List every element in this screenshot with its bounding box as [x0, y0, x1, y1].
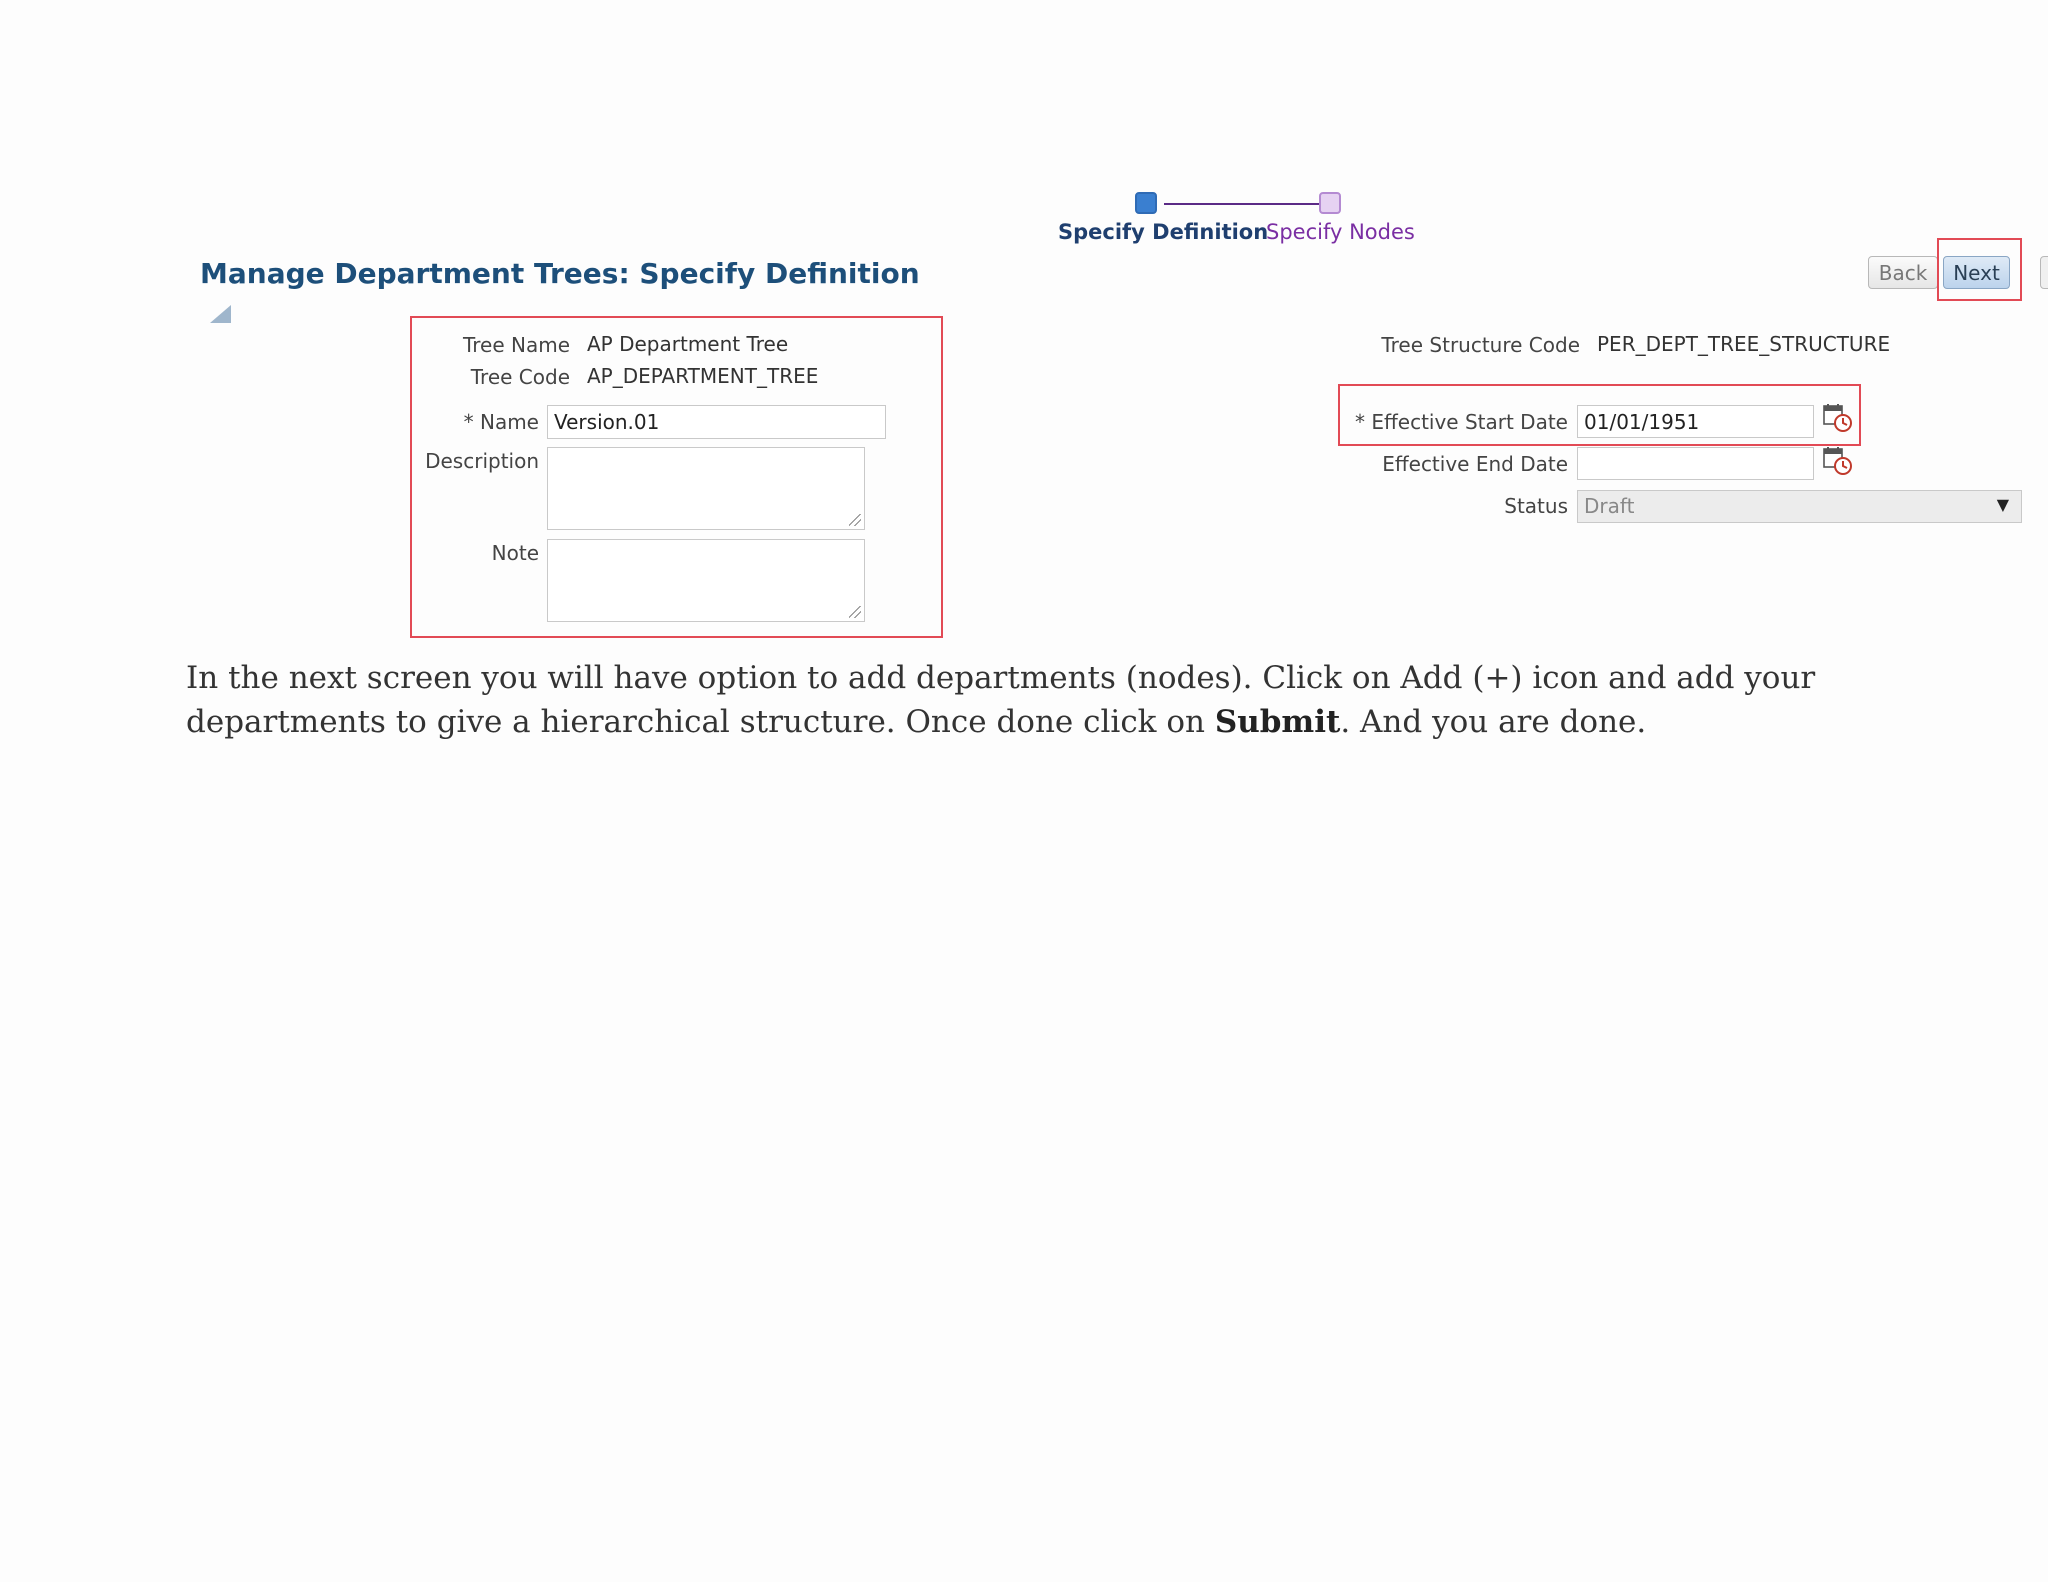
description-textarea[interactable]: [547, 447, 865, 530]
train-connector: [1164, 203, 1324, 205]
body-text-start: In the next screen you will have option to add departments (nodes). Click on Add (+) icon and add your departments to give a hierarchical structure. Once done click on: [186, 660, 1816, 740]
next-highlight-box: [1937, 238, 2022, 301]
back-button[interactable]: Back: [1868, 256, 1938, 289]
body-paragraph: [186, 656, 1836, 744]
tree-structure-code-label: Tree Structure Code: [1381, 333, 1580, 357]
name-label: * Name: [463, 410, 539, 434]
submit-emphasis: Submit: [1214, 704, 1341, 740]
train-label-specify-nodes[interactable]: Specify Nodes: [1266, 220, 1415, 244]
note-textarea[interactable]: [547, 539, 865, 622]
description-label: Description: [425, 449, 539, 473]
body-text-end: . And you are done.: [1340, 704, 1647, 740]
calendar-clock-icon[interactable]: [1822, 445, 1854, 477]
resize-grip-icon[interactable]: [849, 514, 861, 526]
status-select[interactable]: [1577, 490, 2022, 523]
resize-grip-icon[interactable]: [849, 606, 861, 618]
status-label: Status: [1504, 494, 1568, 518]
next-button[interactable]: Next: [1943, 256, 2010, 289]
effective-end-date-input[interactable]: [1577, 447, 1814, 480]
collapse-triangle-icon[interactable]: [210, 305, 231, 323]
train-stop-specify-nodes[interactable]: [1319, 192, 1341, 214]
calendar-clock-icon[interactable]: [1822, 402, 1854, 434]
tree-name-value: AP Department Tree: [587, 332, 789, 356]
tree-code-label: Tree Code: [470, 365, 570, 389]
note-label: Note: [491, 541, 539, 565]
effective-start-date-input[interactable]: [1577, 405, 1814, 438]
tree-name-label: Tree Name: [462, 333, 570, 357]
cancel-button-edge[interactable]: [2040, 256, 2048, 289]
name-input[interactable]: [547, 405, 886, 439]
tree-code-value: AP_DEPARTMENT_TREE: [587, 364, 819, 388]
dropdown-arrow-icon[interactable]: ▼: [1996, 495, 2009, 514]
train-label-specify-definition[interactable]: Specify Definition: [1058, 220, 1269, 244]
tree-structure-code-value: PER_DEPT_TREE_STRUCTURE: [1597, 332, 1891, 356]
status-value: Draft: [1584, 494, 1635, 518]
effective-start-date-label: * Effective Start Date: [1355, 410, 1568, 434]
effective-end-date-label: Effective End Date: [1382, 452, 1568, 476]
page-title: Manage Department Trees: Specify Definition: [200, 257, 920, 290]
train-stop-specify-definition[interactable]: [1135, 192, 1157, 214]
